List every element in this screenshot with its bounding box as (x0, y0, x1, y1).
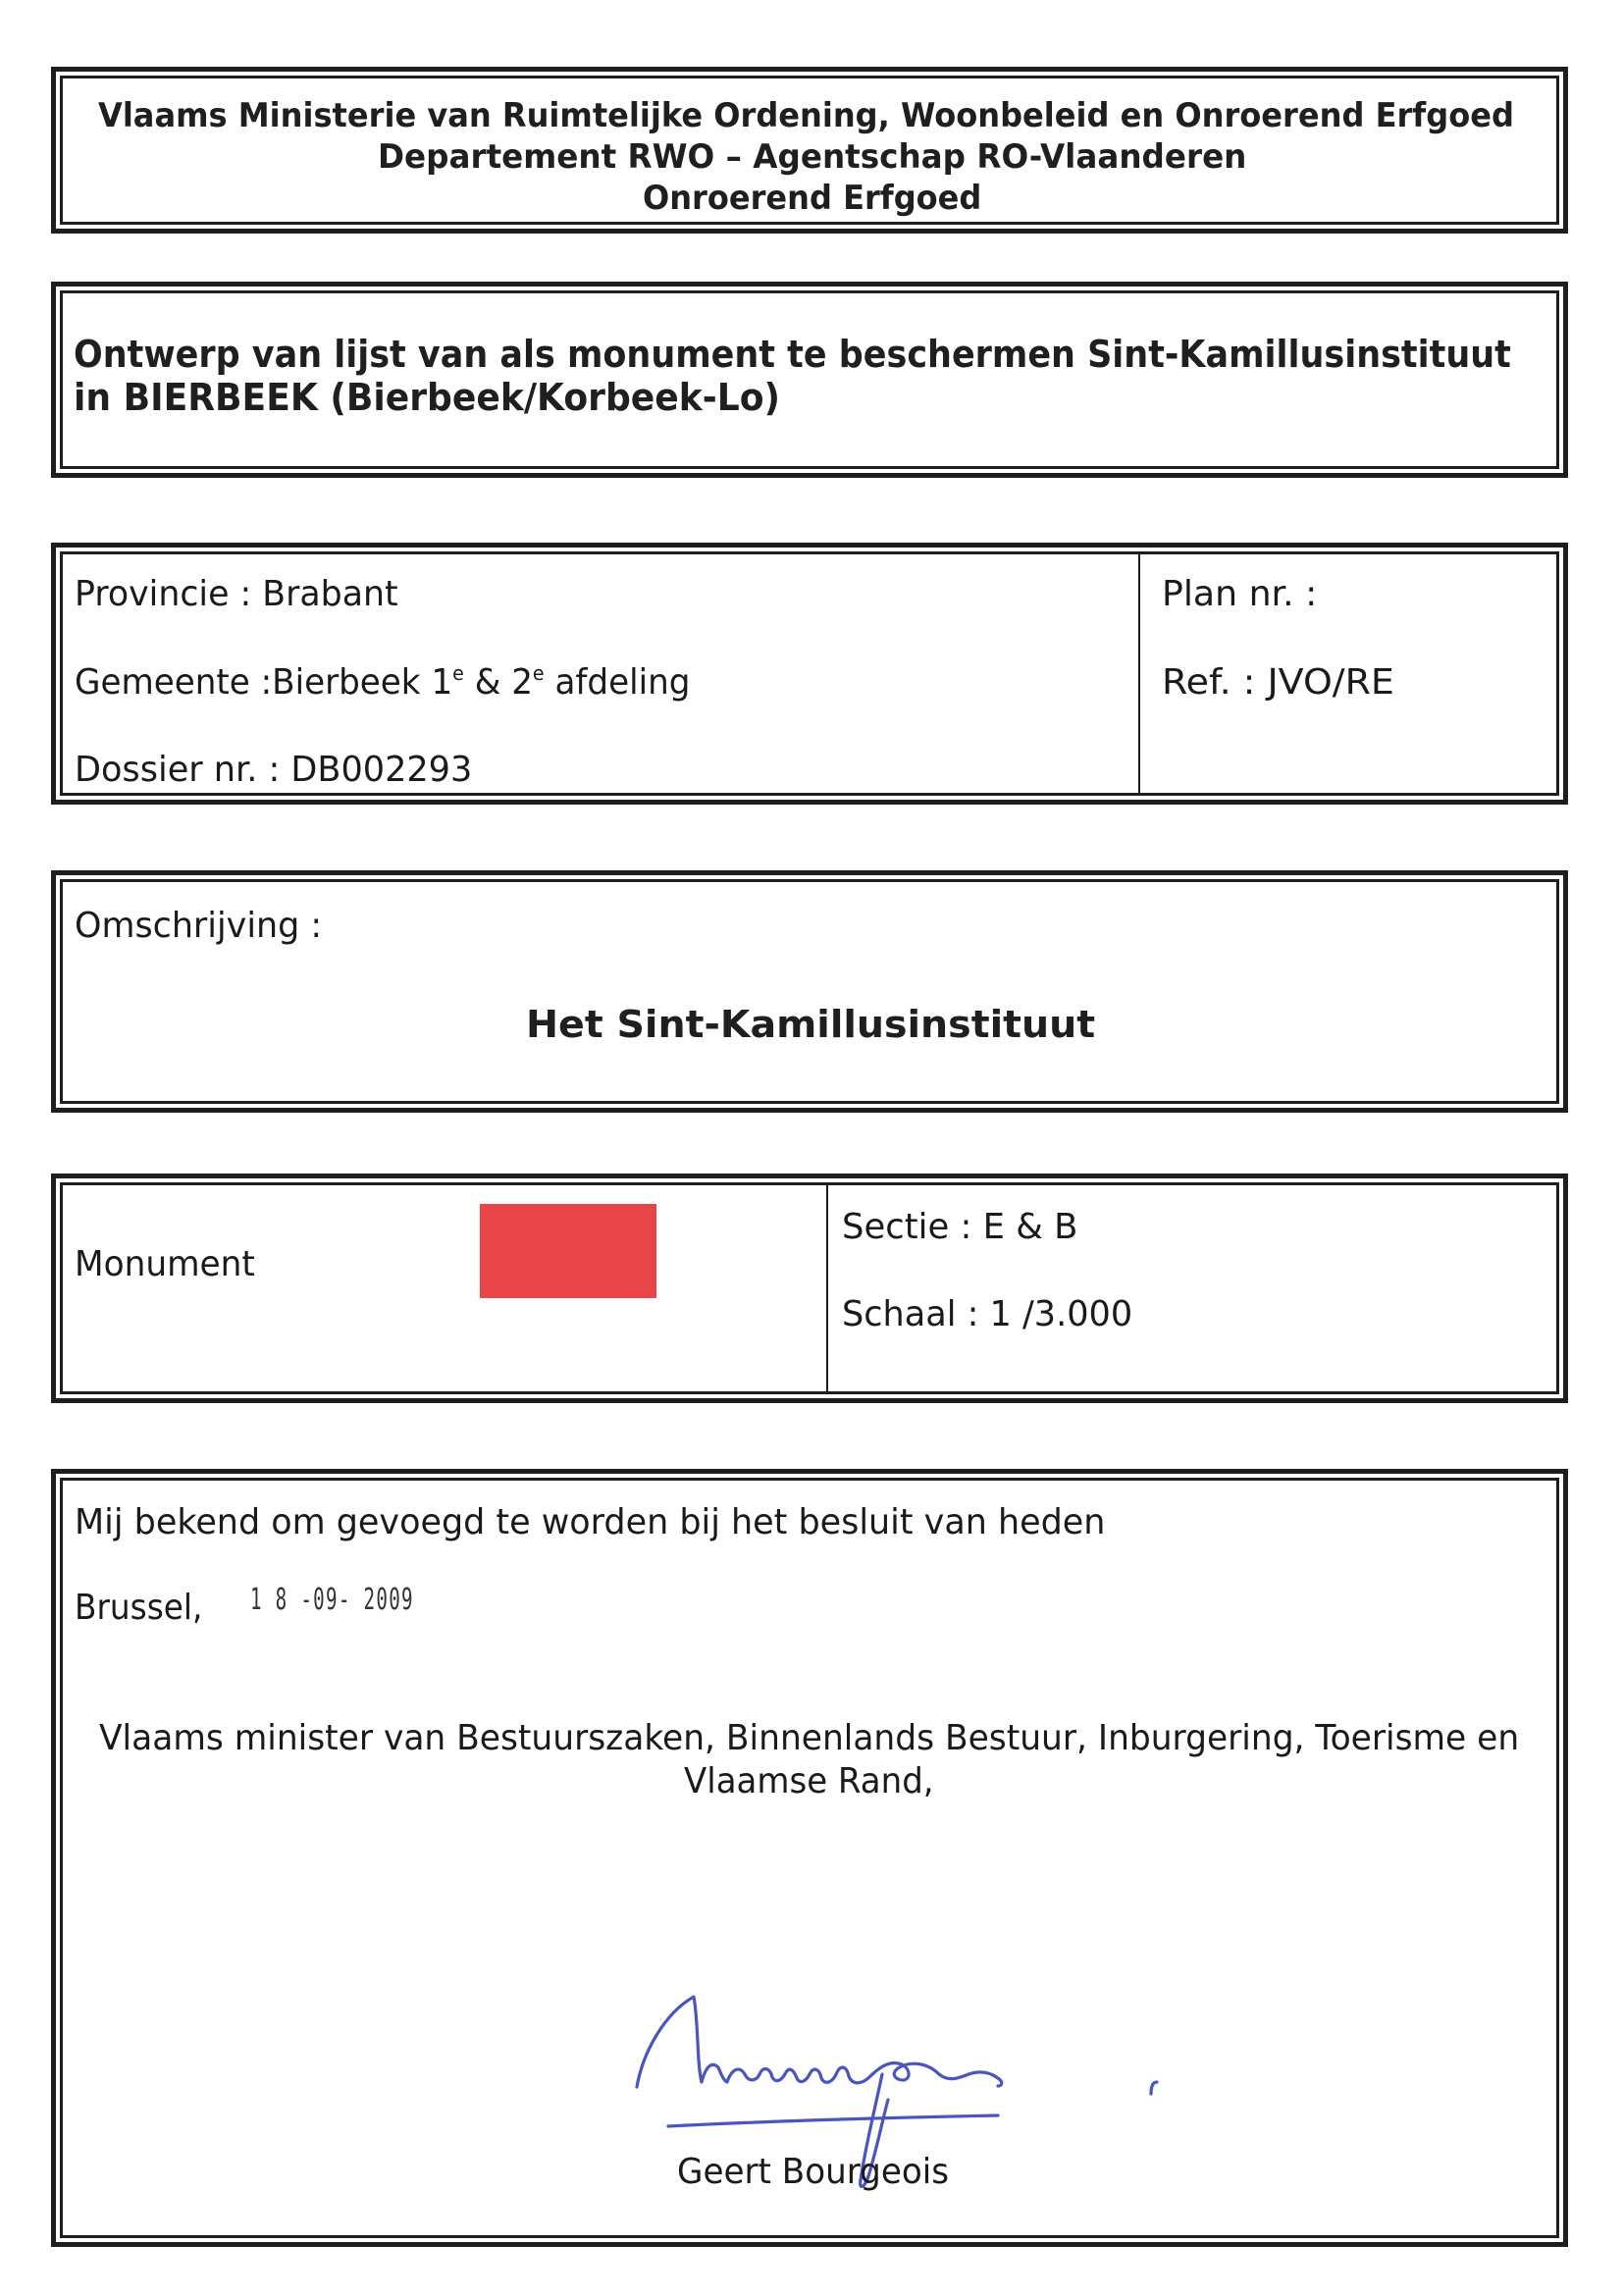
plan-number-field: Plan nr. : (1162, 574, 1318, 614)
place-label: Brussel, (75, 1588, 203, 1628)
document-title-box (51, 282, 1568, 478)
legend-box (51, 1174, 1568, 1403)
legend-monument-label: Monument (75, 1244, 255, 1284)
approval-box (51, 1469, 1568, 2247)
location-info-box (51, 543, 1568, 805)
signature-stroke (637, 1997, 1002, 2087)
schaal-field: Schaal : 1 /3.000 (842, 1294, 1133, 1334)
ministry-header-box (51, 67, 1568, 234)
signature-dot (1151, 2082, 1157, 2094)
document-title-line2: in BIERBEEK (Bierbeek/Korbeek-Lo) (74, 376, 781, 419)
description-box (51, 870, 1568, 1113)
approval-statement: Mij bekend om gevoegd te worden bij het besluit van heden (75, 1502, 1106, 1542)
gemeente-field (75, 661, 691, 703)
superscript: e (452, 661, 464, 685)
description-value: Het Sint-Kamillusinstituut (526, 1003, 1096, 1046)
column-divider (1138, 554, 1140, 793)
document-title-line1: Ontwerp van lijst van als monument te beschermen Sint-Kamillusinstituut (74, 333, 1511, 376)
agency-name: Onroerend Erfgoed (643, 179, 982, 218)
frame-inner-border (60, 1182, 1559, 1394)
monument-color-swatch (480, 1204, 656, 1298)
date-stamp: 1 8 -09- 2009 (250, 1583, 414, 1617)
signature-underline (668, 2115, 998, 2126)
minister-title-line2: Vlaamse Rand, (684, 1761, 934, 1801)
provincie-field: Provincie : Brabant (75, 574, 398, 614)
superscript: e (532, 661, 545, 685)
ministry-name: Vlaams Ministerie van Ruimtelijke Ordening, Woonbeleid en Onroerend Erfgoed (98, 96, 1514, 135)
dossier-number-field: Dossier nr. : DB002293 (75, 750, 473, 790)
department-name: Departement RWO – Agentschap RO-Vlaanderen (378, 137, 1247, 177)
gemeente-text: & 2 (463, 662, 533, 703)
description-label: Omschrijving : (75, 906, 323, 946)
reference-field: Ref. : JVO/RE (1162, 662, 1394, 703)
gemeente-text: afdeling (544, 662, 691, 703)
sectie-field: Sectie : E & B (842, 1207, 1078, 1247)
column-divider (826, 1185, 828, 1391)
gemeente-text: Gemeente :Bierbeek 1 (75, 662, 453, 703)
signatory-name: Geert Bourgeois (677, 2152, 950, 2192)
minister-title-line1: Vlaams minister van Bestuurszaken, Binnenlands Bestuur, Inburgering, Toerisme en (99, 1718, 1520, 1758)
